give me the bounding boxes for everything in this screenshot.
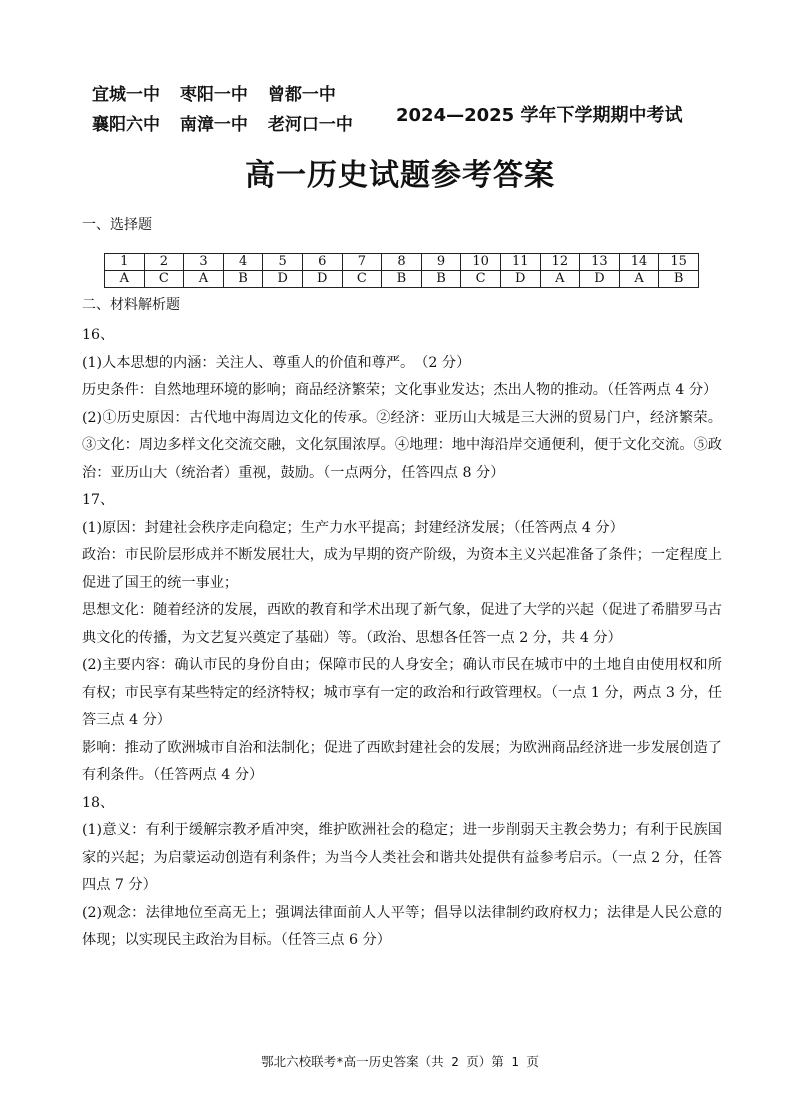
answer-letter: B (421, 271, 461, 288)
question-number: 6 (302, 254, 342, 271)
question-number: 13 (580, 254, 620, 271)
question-heading: 17、 (82, 492, 115, 508)
school-name: 南漳一中 (179, 115, 248, 135)
question-heading: 18、 (82, 794, 115, 811)
school-list (92, 80, 367, 140)
question-number: 2 (144, 254, 184, 271)
question-number: 10 (461, 254, 501, 271)
answer-letter: A (540, 271, 580, 288)
school-row-2 (92, 110, 367, 140)
question-number: 3 (184, 254, 224, 271)
answer-paragraph: 影响：推动了欧洲城市自治和法制化；促进了西欧封建社会的发展；为欧洲商品经济进一步发展创造了有利条件。（任答两点 4 分） (82, 739, 722, 783)
question-number: 4 (223, 254, 263, 271)
school-name: 老河口一中 (267, 115, 353, 135)
answer-paragraph: (1)意义：有利于缓解宗教矛盾冲突，维护欧洲社会的稳定；进一步削弱天主教会势力；有利于民族国家的兴起；为启蒙运动创造有利条件；为当今人类社会和谐共处提供有益参考启示。（一点 2 分，任答四点 7 分） (82, 822, 722, 893)
question-number-row (105, 254, 699, 271)
answer-letter: A (105, 271, 145, 288)
answer-letter: B (223, 271, 263, 288)
answer-letter: C (342, 271, 382, 288)
answer-letter: A (619, 271, 659, 288)
answer-paragraph: (2)观念：法律地位至高无上；强调法律面前人人平等；倡导以法律制约政府权力；法律是人民公意的体现；以实现民主政治为目标。（任答三点 6 分） (82, 904, 722, 948)
answer-paragraph: 思想文化：随着经济的发展，西欧的教育和学术出现了新气象，促进了大学的兴起（促进了希腊罗马古典文化的传播，为文艺复兴奠定了基础）等。（政治、思想各任答一点 2 分，共 4 分） (82, 602, 722, 646)
answer-body (82, 322, 722, 955)
question-number: 1 (105, 254, 145, 271)
answer-letter: B (382, 271, 422, 288)
question-number: 7 (342, 254, 382, 271)
answer-letter: D (500, 271, 540, 288)
answer-paragraph: 历史条件：自然地理环境的影响；商品经济繁荣；文化事业发达；杰出人物的推动。（任答两点 4 分） (82, 382, 718, 398)
question-heading: 16、 (82, 327, 115, 343)
school-name: 枣阳一中 (179, 85, 248, 105)
answer-letter: D (302, 271, 342, 288)
answer-letter: C (144, 271, 184, 288)
answer-letter: C (461, 271, 501, 288)
answer-paragraph: (1)原因：封建社会秩序走向稳定；生产力水平提高；封建经济发展；（任答两点 4 分） (82, 519, 624, 536)
answer-letter: D (580, 271, 620, 288)
answer-paragraph: (2)主要内容：确认市民的身份自由；保障市民的人身安全；确认市民在城市中的土地自由使用权和所有权；市民享有某些特定的经济特权；城市享有一定的政治和行政管理权。（一点 1 分，两点 3 分，任答三点 4 分） (82, 657, 722, 728)
page-title: 高一历史试题参考答案 (245, 158, 555, 193)
answer-paragraph: (1)人本思想的内涵：关注人、尊重人的价值和尊严。 （2 分） (82, 354, 471, 371)
question-number: 5 (263, 254, 303, 271)
school-name: 宜城一中 (92, 85, 160, 105)
exam-title: 2024—2025 学年下学期期中考试 (396, 105, 683, 126)
question-number: 9 (421, 254, 461, 271)
question-number: 8 (382, 254, 422, 271)
answer-letter: D (263, 271, 303, 288)
section-2-title: 二、材料解析题 (82, 297, 180, 313)
question-number: 12 (540, 254, 580, 271)
answer-letter: B (659, 271, 699, 288)
school-name: 曾都一中 (267, 85, 336, 105)
answer-letter: A (184, 271, 224, 288)
section-1-title: 一、选择题 (82, 217, 152, 233)
answer-paragraph: (2)①历史原因：古代地中海周边文化的传承。②经济：亚历山大城是三大洲的贸易门户，经济繁荣。③文化：周边多样文化交流交融，文化氛围浓厚。④地理：地中海沿岸交通便利，便于文化交流。⑤政治：亚历山大（统治者）重视，鼓励。（一点两分，任答四点 8 分） (82, 409, 722, 481)
question-number: 14 (619, 254, 659, 271)
page-footer: 鄂北六校联考*高一历史答案（共 2 页）第 1 页 (261, 1054, 539, 1069)
answer-row (105, 271, 699, 288)
question-number: 15 (659, 254, 699, 271)
school-name: 襄阳六中 (92, 115, 160, 135)
question-number: 11 (500, 254, 540, 271)
answer-table (104, 253, 699, 288)
answer-paragraph: 政治：市民阶层形成并不断发展壮大，成为早期的资产阶级，为资本主义兴起准备了条件；一定程度上促进了国王的统一事业； (82, 547, 722, 591)
school-row-1 (92, 80, 367, 110)
